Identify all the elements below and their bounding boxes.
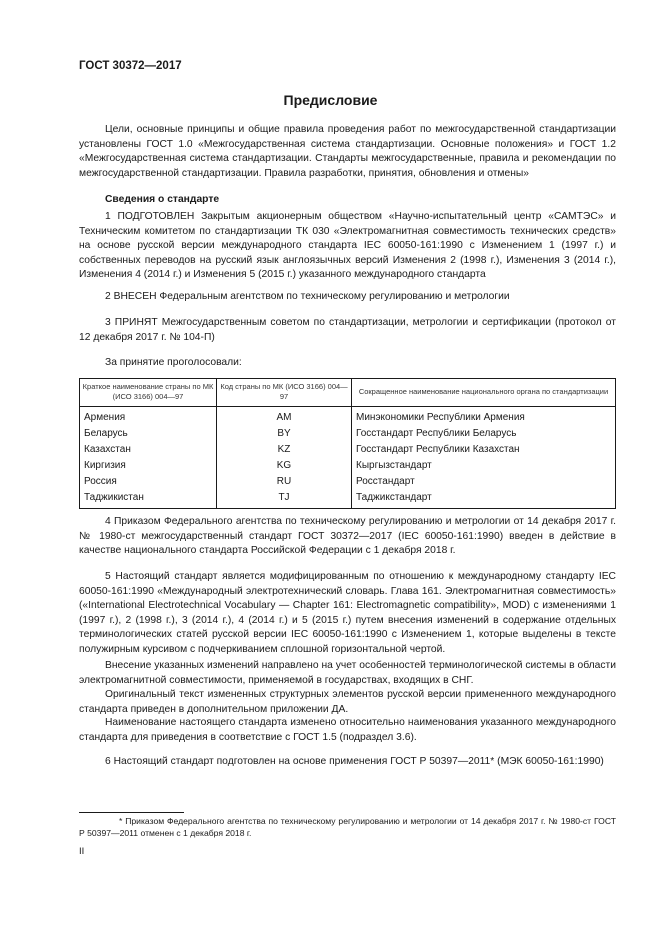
table-cell-country: Казахстан [80, 442, 217, 458]
document-header: ГОСТ 30372—2017 [79, 60, 182, 72]
paragraph-1-text: 1 ПОДГОТОВЛЕН Закрытым акционерным обществом «Научно-испытательный центр «САМТЭС» и Техническим комитетом по стандартизации ТК 030 «Электромагнитная совместимость технических средств» на основе русской версии международного стандарта IEC 60050-161:1990 с Изменением 1 (1997 г.) и собственных переводов на русский язык англоязычных версий Изменения 2 (1998 г.), Изменения 3 (2014 г.), Изменения 4 (2014 г.) и Изменения 5 (2015 г.) указанного международного стандарта [79, 211, 616, 280]
subheading: Сведения о стандарте [105, 194, 220, 205]
table-cell-code: TJ [217, 490, 352, 509]
voted-text: За принятие проголосовали: [105, 357, 242, 368]
table-cell-body: Госстандарт Республики Беларусь [352, 426, 616, 442]
table-cell-body: Госстандарт Республики Казахстан [352, 442, 616, 458]
table-header-country: Краткое наименование страны по МК (ИСО 3166) 004—97 [80, 379, 217, 407]
table-cell-code: KZ [217, 442, 352, 458]
table-cell-country: Киргизия [80, 458, 217, 474]
table-row [80, 490, 616, 509]
paragraph-4-text: 4 Приказом Федерального агентства по техническому регулированию и метрологии от 14 декабря 2017 г. № 1980-ст межгосударственный стандарт ГОСТ 30372—2017 (IEC 60050-161:1990) введен в действие в качестве национального стандарта Российской Федерации с 1 декабря 2018 г. [79, 516, 616, 556]
table-header-row [80, 379, 616, 407]
paragraph-5b-text: Внесение указанных изменений направлено на учет особенностей терминологической системы в области электромагнитной совместимости, применяемой в государствах, входящих в СНГ. [79, 660, 616, 686]
paragraph-6 [79, 755, 616, 770]
table-cell-code: BY [217, 426, 352, 442]
paragraph-4 [79, 515, 616, 559]
paragraph-5c-text: Оригинальный текст измененных структурных элементов русской версии примененного международного стандарта приведен в дополнительном приложении ДА. [79, 689, 616, 715]
table-header-code: Код страны по МК (ИСО 3166) 004—97 [217, 379, 352, 407]
paragraph-1 [79, 210, 616, 283]
table-header-body: Сокращенное наименование национального органа по стандартизации [352, 379, 616, 407]
table-cell-body: Кыргызстандарт [352, 458, 616, 474]
paragraph-5d-text: Наименование настоящего стандарта изменено относительно наименования указанного международного стандарта для приведения в соответствие с ГОСТ 1.5 (подраздел 3.6). [79, 717, 616, 743]
table-cell-code: AM [217, 407, 352, 427]
table-cell-code: KG [217, 458, 352, 474]
intro-text: Цели, основные принципы и общие правила проведения работ по межгосударственной стандартизации установлены ГОСТ 1.0 «Межгосударственная система стандартизации. Основные положения» и ГОСТ 1.2 «Межгосударственная система стандартизации. Стандарты межгосударственные, правила и рекомендации по межгосударственной стандартизации. Правила разработки, принятия, обновления и отмены» [79, 124, 616, 179]
voted-line [79, 356, 616, 371]
table-row [80, 474, 616, 490]
footnote [79, 815, 616, 839]
paragraph-6-text: 6 Настоящий стандарт подготовлен на основе применения ГОСТ Р 50397—2011* (МЭК 60050-161:1990) [105, 756, 604, 767]
table-cell-country: Таджикистан [80, 490, 217, 509]
paragraph-5-text: 5 Настоящий стандарт является модифицированным по отношению к международному стандарту IEC 60050-161:1990 «Международный электротехнический словарь. Глава 161. Электромагнитная совместимость» («International Electrotechnical Vocabulary — Chapter 161: Electromagnetic compatibility», MOD) с изменениями 1 (1997 г.), 2 (1998 г.), 3 (2014 г.), 4 (2014 г.) и 5 (2015 г.) путем внесения изменений в содержание отдельных терминологических статей русской версии IEC 60050-161:1990 с Изменением 1, которые выделены в тексте полужирным курсивом с подчеркиванием сплошной горизонтальной чертой. [79, 571, 616, 655]
table-cell-body: Таджикстандарт [352, 490, 616, 509]
paragraph-2 [79, 290, 616, 305]
paragraph-5b [79, 659, 616, 688]
paragraph-5 [79, 570, 616, 657]
paragraph-5d [79, 716, 616, 745]
voting-table [79, 378, 616, 509]
table-cell-body: Минэкономики Республики Армения [352, 407, 616, 427]
paragraph-2-text: 2 ВНЕСЕН Федеральным агентством по техническому регулированию и метрологии [105, 291, 510, 302]
page-title: Предисловие [283, 92, 378, 108]
footnote-divider [79, 812, 184, 813]
table-cell-code: RU [217, 474, 352, 490]
table-cell-country: Беларусь [80, 426, 217, 442]
table-cell-country: Россия [80, 474, 217, 490]
table-cell-body: Росстандарт [352, 474, 616, 490]
paragraph-3-text: 3 ПРИНЯТ Межгосударственным советом по стандартизации, метрологии и сертификации (протокол от 12 декабря 2017 г. № 104-П) [79, 317, 616, 343]
paragraph-3 [79, 316, 616, 345]
page-number: II [79, 846, 85, 857]
table-row [80, 442, 616, 458]
table-row [80, 407, 616, 427]
intro-paragraph [79, 123, 616, 181]
table-row [80, 458, 616, 474]
table-row [80, 426, 616, 442]
paragraph-5c [79, 688, 616, 717]
footnote-text: * Приказом Федерального агентства по техническому регулированию и метрологии от 14 декабря 2017 г. № 1980-ст ГОСТ Р 50397—2011 отменен с 1 декабря 2018 г. [79, 816, 616, 838]
table-cell-country: Армения [80, 407, 217, 427]
